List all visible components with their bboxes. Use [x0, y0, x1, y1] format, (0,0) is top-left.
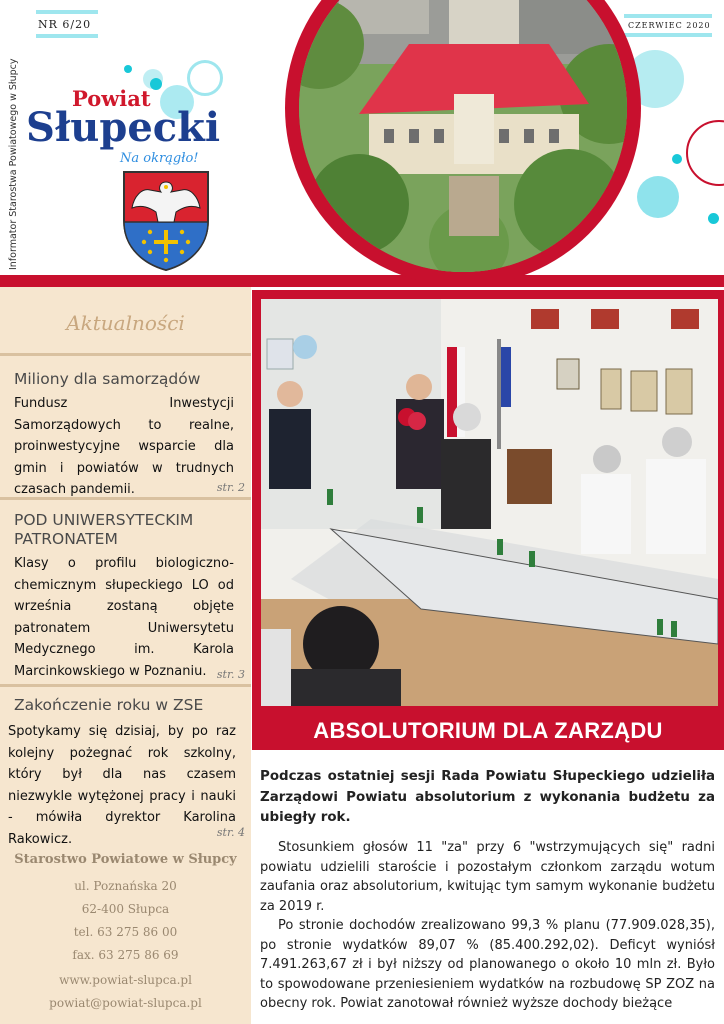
article-headline: ABSOLUTORIUM DLA ZARZĄDU: [313, 718, 663, 743]
article-paragraph: Po stronie dochodów zrealizowano 99,3 % planu (77.909.028,35), po stronie wydatków 89,07 % (85.400.292,02). Deficyt wyniósł 7.491.263,67 zł i był niższy od planowanego o około 10 mln zł. Było to spowodowane przeniesieniem wydatków na rozbudowę SP ZOZ na obecny rok. Powiat zanotował również wyższe dochody bieżące: [260, 918, 715, 1012]
sidebar-divider: [0, 353, 251, 356]
decor-bubble: [124, 65, 132, 73]
decor-bubble: [708, 213, 719, 224]
decor-bubble: [187, 60, 223, 96]
vertical-publisher-text: Informator Starostwa Powiatowego w Słupcy: [8, 58, 19, 270]
contact-website-link[interactable]: www.powiat-slupca.pl: [59, 973, 192, 987]
news-item-page-ref[interactable]: str. 2: [216, 481, 245, 494]
sidebar-divider: [0, 684, 251, 687]
decor-bubble: [637, 176, 679, 218]
issue-number: [36, 10, 98, 38]
news-item-title[interactable]: Miliony dla samorządów: [14, 370, 201, 388]
coat-of-arms-icon: [120, 168, 212, 272]
news-item-summary: Spotykamy się dzisiaj, by po raz kolejny pożegnać rok szkolny, który był dla nas czasem niezwykle wytężonej pracy i nauki - mówiła dyrektor Karolina Rakowicz.: [8, 724, 236, 847]
news-item-summary: Klasy o profilu biologiczno-chemicznym słupeckiego LO od września zostaną objęte patronatem Uniwersytetu Medycznego im. Karola Marcinkowskiego w Poznaniu.: [14, 556, 234, 679]
sidebar-divider: [0, 497, 251, 500]
news-item-title[interactable]: Zakończenie roku w ZSE: [14, 696, 204, 714]
decor-bubble: [150, 78, 162, 90]
contact-phone: tel. 63 275 86 00: [73, 925, 178, 939]
contact-email-link[interactable]: powiat@powiat-slupca.pl: [49, 996, 202, 1010]
decor-bubble: [686, 120, 724, 186]
contact-office-name: Starostwo Powiatowe w Słupcy: [14, 852, 237, 867]
logo-tagline: Na okrągło!: [120, 151, 199, 166]
logo-slupecki-text: Słupecki: [26, 104, 221, 151]
news-item-summary: Fundusz Inwestycji Samorządowych to realne, proinwestycyjne wsparcie dla gmin i powiatów w trudnych czasach pandemii.: [14, 396, 234, 498]
issue-date: [624, 14, 712, 37]
issue-number-text: NR 6/20: [38, 18, 92, 31]
aerial-photo: [285, 0, 641, 286]
article-photo-panel: [252, 290, 724, 750]
news-item-page-ref[interactable]: str. 3: [216, 668, 245, 681]
news-sidebar: [0, 287, 251, 1024]
contact-city: 62-400 Słupca: [81, 902, 170, 916]
issue-date-text: CZERWIEC 2020: [628, 21, 711, 30]
news-item-page-ref[interactable]: str. 4: [216, 826, 245, 839]
decor-bubble: [672, 154, 682, 164]
session-photo-illustration: [261, 299, 718, 706]
sidebar-heading: Aktualności: [66, 311, 185, 335]
contact-fax: fax. 63 275 86 69: [72, 948, 179, 962]
aerial-photo-illustration: [299, 0, 627, 272]
logo-powiat-text: Powiat: [72, 86, 151, 111]
news-item-title[interactable]: POD UNIWERSYTECKIM PATRONATEM: [14, 511, 194, 548]
article-lead: Podczas ostatniej sesji Rada Powiatu Słupeckiego udzieliła Zarządowi Powiatu absolutorium z wykonania budżetu za ubiegły rok.: [260, 769, 715, 825]
contact-street: ul. Poznańska 20: [74, 879, 177, 893]
article-paragraph: Stosunkiem głosów 11 "za" przy 6 "wstrzymujących się" radni powiatu udzielili staroście i pozostałym członkom zarządu wotum zaufania oraz absolutorium, kwitując tym samym wykonanie budżetu za 2019 r.: [260, 840, 715, 914]
session-photo: [261, 299, 718, 706]
header-red-band: [0, 275, 724, 287]
